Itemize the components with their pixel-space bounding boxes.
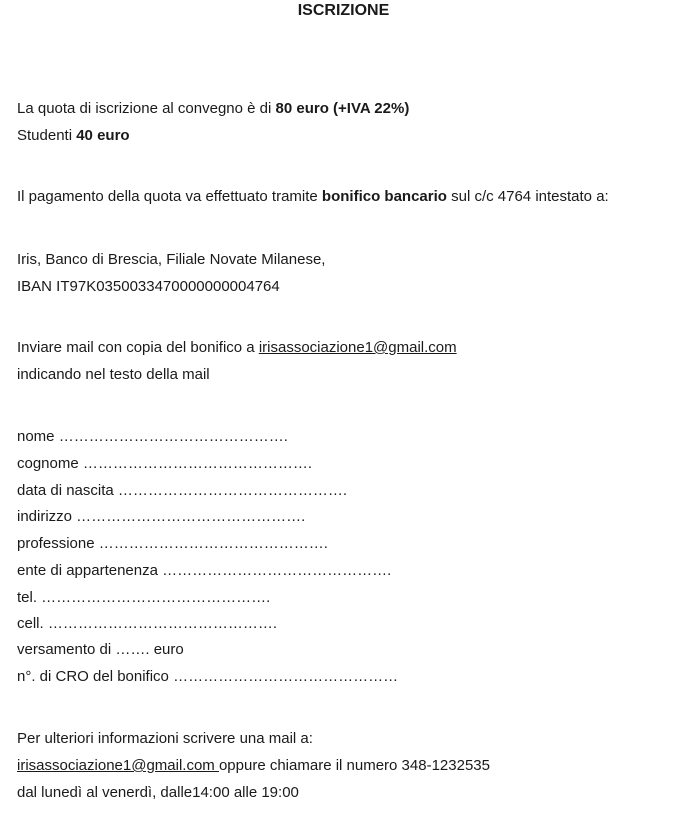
mail-instruction-line-2: indicando nel testo della mail [17, 366, 210, 383]
students-amount: 40 euro [76, 127, 130, 144]
payment-method: bonifico bancario [321, 188, 447, 205]
iban: IBAN IT97K0350033470000000004764 [17, 278, 280, 295]
email-link[interactable]: irisassociazione1@gmail.com [258, 339, 457, 356]
form-field-tel: tel. ………………………………………. [17, 589, 271, 606]
contact-email-link[interactable]: irisassociazione1@gmail.com [17, 757, 219, 774]
payment-prefix: Il pagamento della quota va effettuato tramite [17, 188, 322, 205]
payment-line [17, 187, 609, 207]
page-title: ISCRIZIONE [297, 2, 390, 19]
payment-suffix: sul c/c 4764 intestato a: [446, 188, 609, 205]
form-field-nome: nome ………………………………………. [17, 428, 288, 445]
form-field-professione: professione ………………………………………. [17, 535, 328, 552]
mail-instruction-text: Inviare mail con copia del bonifico a [17, 339, 259, 356]
students-fee-line [17, 126, 130, 146]
fee-amount: 80 euro (+IVA 22%) [275, 100, 410, 117]
fee-line [17, 99, 409, 119]
bank-name: Iris, Banco di Brescia, Filiale Novate Milanese, [17, 251, 326, 268]
contact-phone: oppure chiamare il numero 348-1232535 [218, 757, 490, 774]
mail-instruction-line [17, 338, 457, 358]
students-text: Studenti [17, 127, 77, 144]
form-field-ente: ente di appartenenza ………………………………………. [17, 562, 392, 579]
contact-hours: dal lunedì al venerdì, dalle14:00 alle 19:00 [17, 784, 299, 801]
form-field-cognome: cognome ………………………………………. [17, 455, 313, 472]
contact-line [17, 756, 490, 776]
form-field-indirizzo: indirizzo ………………………………………. [17, 508, 306, 525]
form-field-versamento: versamento di ……. euro [17, 641, 184, 658]
contact-intro: Per ulteriori informazioni scrivere una mail a: [17, 730, 313, 747]
fee-text: La quota di iscrizione al convegno è di [17, 100, 276, 117]
form-field-cro: n°. di CRO del bonifico ……………………………………… [17, 668, 399, 685]
form-field-data-nascita: data di nascita ………………………………………. [17, 482, 348, 499]
form-field-cell: cell. ………………………………………. [17, 615, 278, 632]
